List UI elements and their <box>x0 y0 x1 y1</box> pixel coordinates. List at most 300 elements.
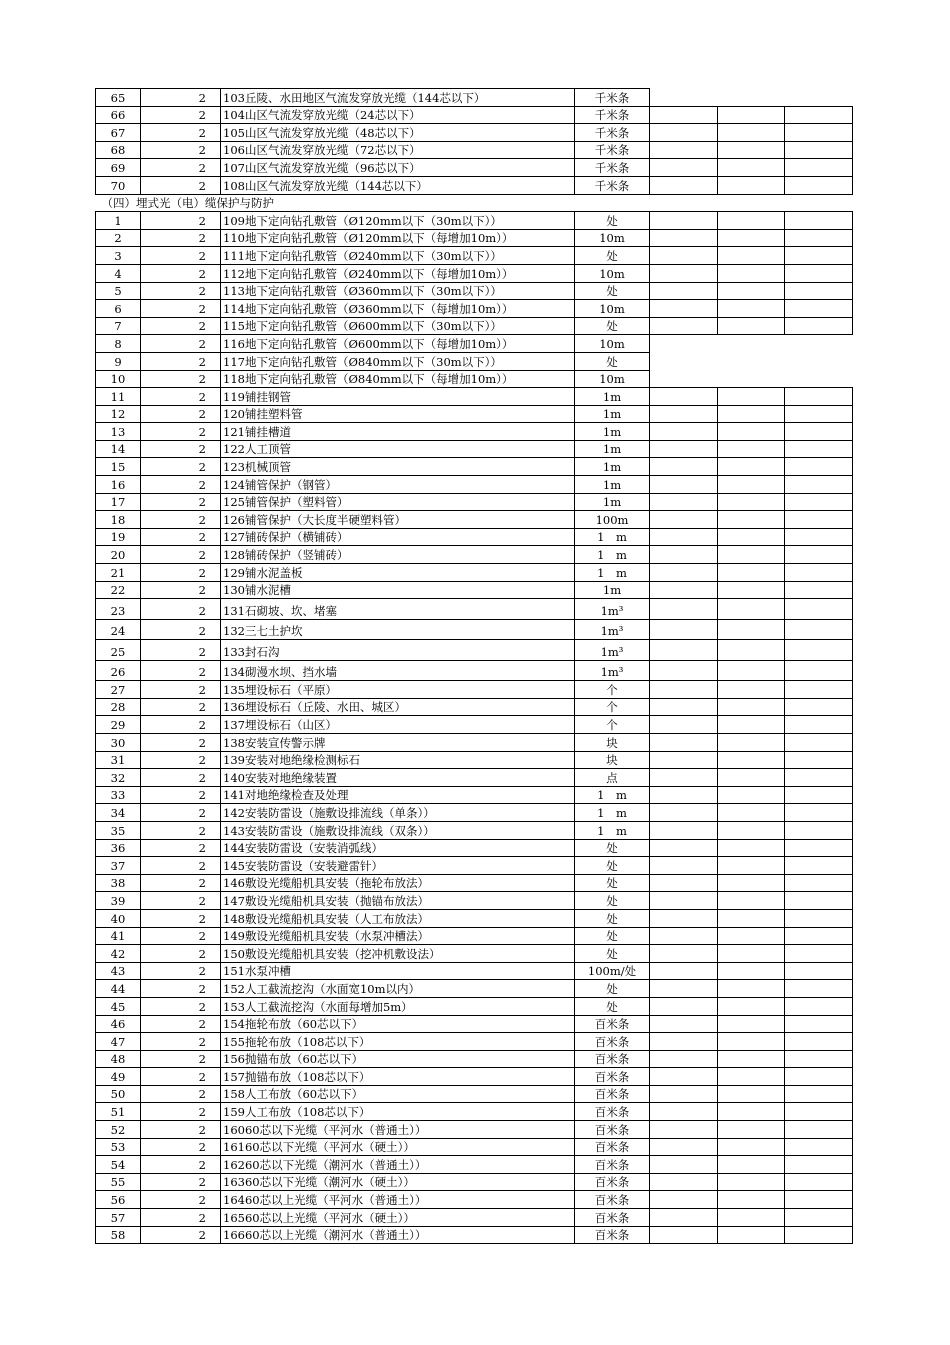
empty-cell <box>785 1015 853 1033</box>
level-cell: 2 <box>141 980 221 998</box>
empty-cell <box>718 388 785 406</box>
empty-cell <box>650 874 718 892</box>
item-name-cell: 106山区气流发穿放光缆（72芯以下） <box>221 141 575 159</box>
empty-cell <box>718 528 785 546</box>
table-row <box>96 874 853 892</box>
unit-cell: 处 <box>575 997 650 1015</box>
unit-cell: 处 <box>575 980 650 998</box>
unit-cell: 1 m <box>575 528 650 546</box>
empty-cell <box>650 909 718 927</box>
empty-cell <box>718 874 785 892</box>
level-cell: 2 <box>141 335 221 353</box>
item-name-cell: 158人工布放（60芯以下） <box>221 1085 575 1103</box>
level-cell: 2 <box>141 511 221 529</box>
empty-cell <box>718 821 785 839</box>
unit-cell: 处 <box>575 857 650 875</box>
empty-cell <box>650 370 718 388</box>
empty-cell <box>718 1015 785 1033</box>
row-number-cell: 9 <box>96 352 141 370</box>
quota-table <box>95 88 853 1244</box>
item-name-cell: 129铺水泥盖板 <box>221 564 575 582</box>
empty-cell <box>785 458 853 476</box>
empty-cell <box>650 247 718 265</box>
empty-cell <box>785 89 853 107</box>
level-cell: 2 <box>141 581 221 599</box>
empty-cell <box>650 440 718 458</box>
empty-cell <box>718 769 785 787</box>
row-number-cell: 28 <box>96 698 141 716</box>
empty-cell <box>785 1173 853 1191</box>
empty-cell <box>785 352 853 370</box>
empty-cell <box>718 282 785 300</box>
empty-cell <box>785 1068 853 1086</box>
item-name-cell: 118地下定向钻孔敷管（Ø840mm以下（每增加10m）） <box>221 370 575 388</box>
level-cell: 2 <box>141 751 221 769</box>
empty-cell <box>785 874 853 892</box>
empty-cell <box>785 927 853 945</box>
unit-cell: 处 <box>575 282 650 300</box>
empty-cell <box>650 335 718 353</box>
row-number-cell: 37 <box>96 857 141 875</box>
table-row <box>96 962 853 980</box>
level-cell: 2 <box>141 141 221 159</box>
item-name-cell: 156抛锚布放（60芯以下） <box>221 1050 575 1068</box>
item-name-cell: 151水泵冲槽 <box>221 962 575 980</box>
empty-cell <box>718 176 785 194</box>
empty-cell <box>650 681 718 699</box>
table-row <box>96 423 853 441</box>
row-number-cell: 35 <box>96 821 141 839</box>
level-cell: 2 <box>141 564 221 582</box>
empty-cell <box>718 1121 785 1139</box>
level-cell: 2 <box>141 1015 221 1033</box>
row-number-cell: 40 <box>96 909 141 927</box>
level-cell: 2 <box>141 874 221 892</box>
empty-cell <box>785 1085 853 1103</box>
item-name-cell: 16360芯以下光缆（潮河水（硬土）） <box>221 1173 575 1191</box>
empty-cell <box>785 476 853 494</box>
item-name-cell: 108山区气流发穿放光缆（144芯以下） <box>221 176 575 194</box>
level-cell: 2 <box>141 997 221 1015</box>
row-number-cell: 25 <box>96 640 141 661</box>
empty-cell <box>785 640 853 661</box>
table-row <box>96 734 853 752</box>
empty-cell <box>785 335 853 353</box>
table-row <box>96 1138 853 1156</box>
level-cell: 2 <box>141 857 221 875</box>
item-name-cell: 112地下定向钻孔敷管（Ø240mm以下（每增加10m）） <box>221 264 575 282</box>
row-number-cell: 14 <box>96 440 141 458</box>
empty-cell <box>785 769 853 787</box>
empty-cell <box>785 247 853 265</box>
level-cell: 2 <box>141 212 221 230</box>
row-number-cell: 12 <box>96 405 141 423</box>
table-row <box>96 300 853 318</box>
table-row <box>96 335 853 353</box>
table-row <box>96 980 853 998</box>
row-number-cell: 51 <box>96 1103 141 1121</box>
unit-cell: 块 <box>575 734 650 752</box>
table-row <box>96 511 853 529</box>
item-name-cell: 113地下定向钻孔敷管（Ø360mm以下（30m以下）） <box>221 282 575 300</box>
item-name-cell: 16160芯以下光缆（平河水（硬土）） <box>221 1138 575 1156</box>
empty-cell <box>650 176 718 194</box>
level-cell: 2 <box>141 476 221 494</box>
empty-cell <box>718 909 785 927</box>
item-name-cell: 138安装宣传警示牌 <box>221 734 575 752</box>
level-cell: 2 <box>141 681 221 699</box>
item-name-cell: 126铺管保护（大长度半硬塑料管） <box>221 511 575 529</box>
empty-cell <box>650 1209 718 1227</box>
empty-cell <box>650 839 718 857</box>
item-name-cell: 144安装防雷设（安装消弧线） <box>221 839 575 857</box>
row-number-cell: 67 <box>96 124 141 142</box>
unit-cell: 1m <box>575 423 650 441</box>
table-row <box>96 352 853 370</box>
row-number-cell: 2 <box>96 229 141 247</box>
table-row <box>96 1226 853 1244</box>
empty-cell <box>718 1068 785 1086</box>
empty-cell <box>718 660 785 681</box>
item-name-cell: 130铺水泥槽 <box>221 581 575 599</box>
row-number-cell: 20 <box>96 546 141 564</box>
empty-cell <box>785 264 853 282</box>
level-cell: 2 <box>141 264 221 282</box>
empty-cell <box>650 1085 718 1103</box>
section-header-row <box>96 194 853 212</box>
item-name-cell: 141对地绝缘检查及处理 <box>221 786 575 804</box>
empty-cell <box>718 247 785 265</box>
unit-cell: 1m³ <box>575 599 650 620</box>
empty-cell <box>785 106 853 124</box>
item-name-cell: 150敷设光缆船机具安装（挖冲机敷设法） <box>221 945 575 963</box>
level-cell: 2 <box>141 660 221 681</box>
level-cell: 2 <box>141 370 221 388</box>
row-number-cell: 18 <box>96 511 141 529</box>
table-row <box>96 247 853 265</box>
table-row <box>96 458 853 476</box>
empty-cell <box>718 892 785 910</box>
empty-cell <box>650 1033 718 1051</box>
empty-cell <box>718 681 785 699</box>
empty-cell <box>718 405 785 423</box>
unit-cell: 处 <box>575 212 650 230</box>
row-number-cell: 50 <box>96 1085 141 1103</box>
item-name-cell: 16560芯以上光缆（平河水（硬土）） <box>221 1209 575 1227</box>
row-number-cell: 11 <box>96 388 141 406</box>
empty-cell <box>785 786 853 804</box>
level-cell: 2 <box>141 528 221 546</box>
empty-cell <box>785 698 853 716</box>
unit-cell: 1 m <box>575 821 650 839</box>
table-row <box>96 212 853 230</box>
table-row <box>96 786 853 804</box>
empty-cell <box>650 734 718 752</box>
empty-cell <box>650 212 718 230</box>
row-number-cell: 68 <box>96 141 141 159</box>
empty-cell <box>785 1209 853 1227</box>
empty-cell <box>785 1121 853 1139</box>
empty-cell <box>785 804 853 822</box>
empty-cell <box>650 141 718 159</box>
item-name-cell: 109地下定向钻孔敷管（Ø120mm以下（30m以下）） <box>221 212 575 230</box>
table-row <box>96 440 853 458</box>
empty-cell <box>650 528 718 546</box>
item-name-cell: 105山区气流发穿放光缆（48芯以下） <box>221 124 575 142</box>
level-cell: 2 <box>141 176 221 194</box>
unit-cell: 1m³ <box>575 619 650 640</box>
level-cell: 2 <box>141 1138 221 1156</box>
level-cell: 2 <box>141 124 221 142</box>
item-name-cell: 111地下定向钻孔敷管（Ø240mm以下（30m以下）） <box>221 247 575 265</box>
level-cell: 2 <box>141 423 221 441</box>
table-row <box>96 493 853 511</box>
level-cell: 2 <box>141 1033 221 1051</box>
empty-cell <box>718 1226 785 1244</box>
row-number-cell: 13 <box>96 423 141 441</box>
empty-cell <box>718 1138 785 1156</box>
empty-cell <box>650 1121 718 1139</box>
empty-cell <box>785 660 853 681</box>
empty-cell <box>785 734 853 752</box>
item-name-cell: 136埋设标石（丘陵、水田、城区） <box>221 698 575 716</box>
table-row <box>96 317 853 335</box>
unit-cell: 100m/处 <box>575 962 650 980</box>
table-row <box>96 909 853 927</box>
empty-cell <box>650 405 718 423</box>
table-row <box>96 804 853 822</box>
unit-cell: 百米条 <box>575 1015 650 1033</box>
table-row <box>96 1085 853 1103</box>
empty-cell <box>718 945 785 963</box>
table-row <box>96 229 853 247</box>
table-row <box>96 1068 853 1086</box>
unit-cell: 1m <box>575 493 650 511</box>
item-name-cell: 16460芯以上光缆（平河水（普通土）） <box>221 1191 575 1209</box>
empty-cell <box>718 640 785 661</box>
unit-cell: 处 <box>575 839 650 857</box>
unit-cell: 块 <box>575 751 650 769</box>
level-cell: 2 <box>141 440 221 458</box>
table-row <box>96 927 853 945</box>
unit-cell: 个 <box>575 698 650 716</box>
row-number-cell: 31 <box>96 751 141 769</box>
empty-cell <box>785 1033 853 1051</box>
item-name-cell: 148敷设光缆船机具安装（人工布放法） <box>221 909 575 927</box>
row-number-cell: 8 <box>96 335 141 353</box>
level-cell: 2 <box>141 640 221 661</box>
level-cell: 2 <box>141 1103 221 1121</box>
row-number-cell: 38 <box>96 874 141 892</box>
item-name-cell: 122人工顶管 <box>221 440 575 458</box>
unit-cell: 处 <box>575 247 650 265</box>
empty-cell <box>650 751 718 769</box>
level-cell: 2 <box>141 159 221 177</box>
table-row <box>96 1121 853 1139</box>
empty-cell <box>718 317 785 335</box>
empty-cell <box>785 1156 853 1174</box>
table-row <box>96 821 853 839</box>
empty-cell <box>718 698 785 716</box>
level-cell: 2 <box>141 619 221 640</box>
row-number-cell: 6 <box>96 300 141 318</box>
empty-cell <box>785 159 853 177</box>
table-row <box>96 660 853 681</box>
table-row <box>96 997 853 1015</box>
row-number-cell: 70 <box>96 176 141 194</box>
item-name-cell: 157抛锚布放（108芯以下） <box>221 1068 575 1086</box>
empty-cell <box>785 839 853 857</box>
unit-cell: 10m <box>575 370 650 388</box>
table-row <box>96 1033 853 1051</box>
empty-cell <box>785 229 853 247</box>
level-cell: 2 <box>141 716 221 734</box>
item-name-cell: 153人工截流挖沟（水面每增加5m） <box>221 997 575 1015</box>
row-number-cell: 58 <box>96 1226 141 1244</box>
level-cell: 2 <box>141 458 221 476</box>
table-row <box>96 89 853 107</box>
unit-cell: 千米条 <box>575 141 650 159</box>
empty-cell <box>718 581 785 599</box>
empty-cell <box>650 892 718 910</box>
table-row <box>96 698 853 716</box>
empty-cell <box>650 980 718 998</box>
item-name-cell: 152人工截流挖沟（水面宽10m以内） <box>221 980 575 998</box>
row-number-cell: 5 <box>96 282 141 300</box>
unit-cell: 1m <box>575 405 650 423</box>
table-row <box>96 159 853 177</box>
level-cell: 2 <box>141 317 221 335</box>
row-number-cell: 39 <box>96 892 141 910</box>
level-cell: 2 <box>141 734 221 752</box>
unit-cell: 1 m <box>575 786 650 804</box>
item-name-cell: 155拖轮布放（108芯以下） <box>221 1033 575 1051</box>
empty-cell <box>650 124 718 142</box>
empty-cell <box>718 440 785 458</box>
table-row <box>96 945 853 963</box>
row-number-cell: 41 <box>96 927 141 945</box>
table-row <box>96 716 853 734</box>
empty-cell <box>650 282 718 300</box>
empty-cell <box>650 804 718 822</box>
empty-cell <box>785 493 853 511</box>
level-cell: 2 <box>141 1209 221 1227</box>
table-row <box>96 476 853 494</box>
unit-cell: 处 <box>575 909 650 927</box>
empty-cell <box>785 962 853 980</box>
empty-cell <box>650 1156 718 1174</box>
empty-cell <box>718 511 785 529</box>
empty-cell <box>785 440 853 458</box>
empty-cell <box>718 1156 785 1174</box>
empty-cell <box>718 980 785 998</box>
unit-cell: 10m <box>575 229 650 247</box>
item-name-cell: 142安装防雷设（施敷设排流线（单条）） <box>221 804 575 822</box>
empty-cell <box>785 1226 853 1244</box>
unit-cell: 百米条 <box>575 1068 650 1086</box>
empty-cell <box>785 141 853 159</box>
empty-cell <box>650 511 718 529</box>
empty-cell <box>650 264 718 282</box>
item-name-cell: 124铺管保护（钢管） <box>221 476 575 494</box>
empty-cell <box>718 564 785 582</box>
empty-cell <box>718 423 785 441</box>
empty-cell <box>785 681 853 699</box>
empty-cell <box>650 159 718 177</box>
table-row <box>96 1015 853 1033</box>
table-row <box>96 599 853 620</box>
table-row <box>96 1156 853 1174</box>
level-cell: 2 <box>141 1226 221 1244</box>
level-cell: 2 <box>141 1068 221 1086</box>
item-name-cell: 140安装对地绝缘装置 <box>221 769 575 787</box>
unit-cell: 百米条 <box>575 1156 650 1174</box>
row-number-cell: 7 <box>96 317 141 335</box>
empty-cell <box>785 1050 853 1068</box>
row-number-cell: 29 <box>96 716 141 734</box>
level-cell: 2 <box>141 839 221 857</box>
unit-cell: 千米条 <box>575 176 650 194</box>
unit-cell: 百米条 <box>575 1226 650 1244</box>
unit-cell: 处 <box>575 945 650 963</box>
empty-cell <box>650 997 718 1015</box>
empty-cell <box>785 176 853 194</box>
empty-cell <box>718 716 785 734</box>
empty-cell <box>718 927 785 945</box>
unit-cell: 千米条 <box>575 159 650 177</box>
unit-cell: 点 <box>575 769 650 787</box>
item-name-cell: 104山区气流发穿放光缆（24芯以下） <box>221 106 575 124</box>
empty-cell <box>718 1209 785 1227</box>
item-name-cell: 103丘陵、水田地区气流发穿放光缆（144芯以下） <box>221 89 575 107</box>
table-body <box>96 89 853 1244</box>
row-number-cell: 43 <box>96 962 141 980</box>
row-number-cell: 4 <box>96 264 141 282</box>
empty-cell <box>650 599 718 620</box>
item-name-cell: 119铺挂钢管 <box>221 388 575 406</box>
unit-cell: 百米条 <box>575 1103 650 1121</box>
empty-cell <box>785 388 853 406</box>
empty-cell <box>650 1015 718 1033</box>
empty-cell <box>718 106 785 124</box>
item-name-cell: 128铺砖保护（竖铺砖） <box>221 546 575 564</box>
empty-cell <box>718 1033 785 1051</box>
empty-cell <box>650 423 718 441</box>
unit-cell: 处 <box>575 892 650 910</box>
item-name-cell: 133封石沟 <box>221 640 575 661</box>
level-cell: 2 <box>141 89 221 107</box>
empty-cell <box>718 1191 785 1209</box>
item-name-cell: 123机械顶管 <box>221 458 575 476</box>
empty-cell <box>785 300 853 318</box>
level-cell: 2 <box>141 493 221 511</box>
row-number-cell: 54 <box>96 1156 141 1174</box>
table-row <box>96 640 853 661</box>
row-number-cell: 10 <box>96 370 141 388</box>
item-name-cell: 146敷设光缆船机具安装（拖轮布放法） <box>221 874 575 892</box>
row-number-cell: 19 <box>96 528 141 546</box>
empty-cell <box>650 89 718 107</box>
empty-cell <box>718 493 785 511</box>
unit-cell: 1m <box>575 458 650 476</box>
level-cell: 2 <box>141 352 221 370</box>
empty-cell <box>785 124 853 142</box>
unit-cell: 百米条 <box>575 1138 650 1156</box>
table-row <box>96 751 853 769</box>
table-row <box>96 106 853 124</box>
row-number-cell: 22 <box>96 581 141 599</box>
unit-cell: 1m³ <box>575 660 650 681</box>
